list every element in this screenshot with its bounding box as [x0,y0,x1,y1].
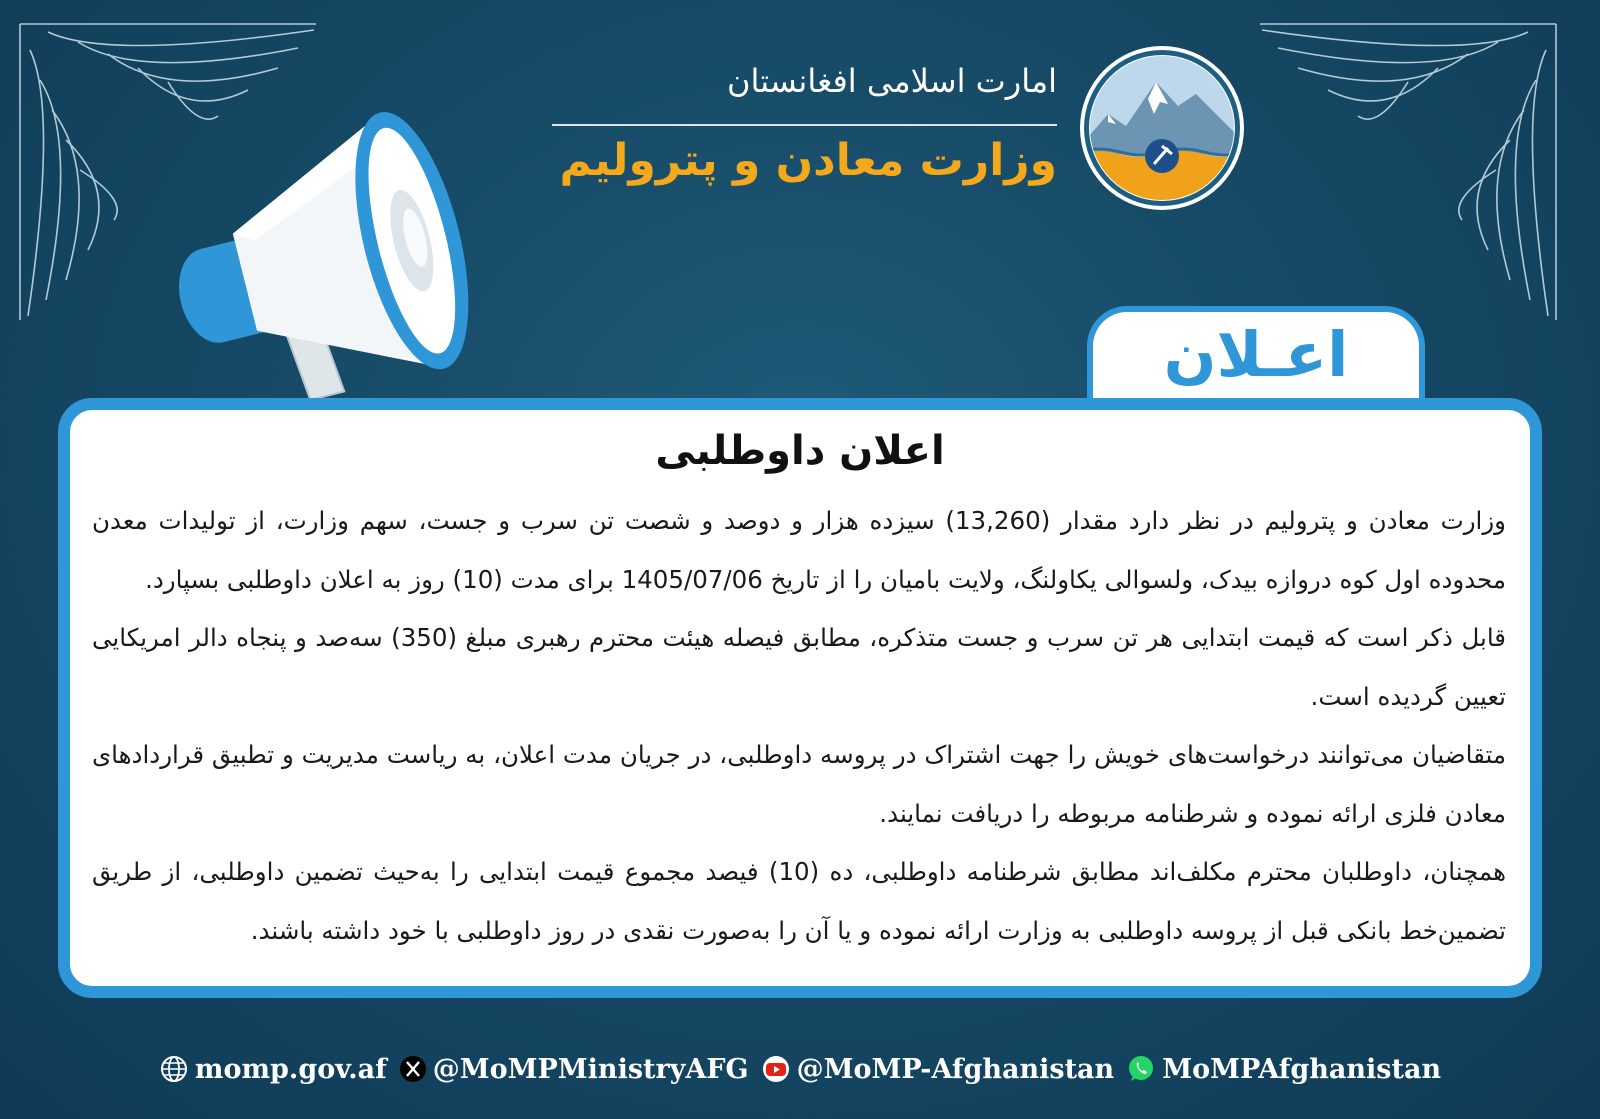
whatsapp-link[interactable] [1126,1054,1441,1085]
whatsapp-icon [1126,1054,1156,1084]
ministry-title: وزارت معادن و پترولیم [559,135,1057,186]
x-handle-text: @MoMPMinistryAFG [432,1053,749,1085]
announcement-paragraph: همچنان، داوطلبان محترم مکلف‌اند مطابق شرطنامه داوطلبی، ده (10) فیصد مجموع قیمت ابتدایی را به‌حیث تضمین داوطلبی، از طریق تضمین‌خط بانکی قبل از پروسه داوطلبی به وزارت ارائه نموده و یا آن را به‌صورت نقدی در روز داوطلبی با خود داشته باشند. [92,857,1506,945]
x-account-link[interactable] [399,1054,749,1085]
whatsapp-handle-text: MoMPAfghanistan [1162,1053,1442,1085]
youtube-link[interactable] [761,1054,1115,1085]
header-divider [552,124,1057,126]
announcement-paragraph: متقاضیان می‌توانند درخواست‌های خویش را جهت اشتراک در پروسه داوطلبی، در جریان مدت اعلان، به ریاست مدیریت و تطبیق قراردادهای معادن فلزی ارائه نموده و شرطنامه مربوطه را دریافت نمایند. [92,740,1506,828]
announcement-title: اعلان داوطلبی [655,428,945,474]
announcement-tab-label: اعـلان [1163,318,1349,391]
website-text: momp.gov.af [194,1053,387,1085]
footer-contacts [0,1047,1600,1091]
announcement-paragraph: قابل ذکر است که قیمت ابتدایی هر تن سرب و جست متذکره، مطابق فیصله هیئت محترم رهبری مبلغ (350) سه‌صد و پنجاه دالر امریکایی تعیین گردیده است. [92,623,1507,711]
announcement-paragraph: وزارت معادن و پترولیم در نظر دارد مقدار (13,260) سیزده هزار و دوصد و شصت تن سرب و جست، سهم وزارت، از تولیدات معدن محدوده اول کوه دروازه بیدک، ولسوالی یکاولنگ، ولایت بامیان را از تاریخ 1405/07/06 برای مدت (10) روز به اعلان داوطلبی بسپارد. [92,506,1506,594]
globe-icon [159,1054,189,1084]
emirate-subtitle: امارت اسلامی افغانستان [726,62,1057,100]
ministry-logo [1078,44,1246,212]
youtube-handle-text: @MoMP-Afghanistan [796,1053,1115,1085]
x-logo-icon [399,1055,427,1083]
website-link[interactable] [159,1054,387,1085]
megaphone-icon [150,92,500,412]
corner-decoration-right [1258,20,1558,325]
announcement-body [92,492,1506,960]
youtube-icon [761,1055,791,1083]
